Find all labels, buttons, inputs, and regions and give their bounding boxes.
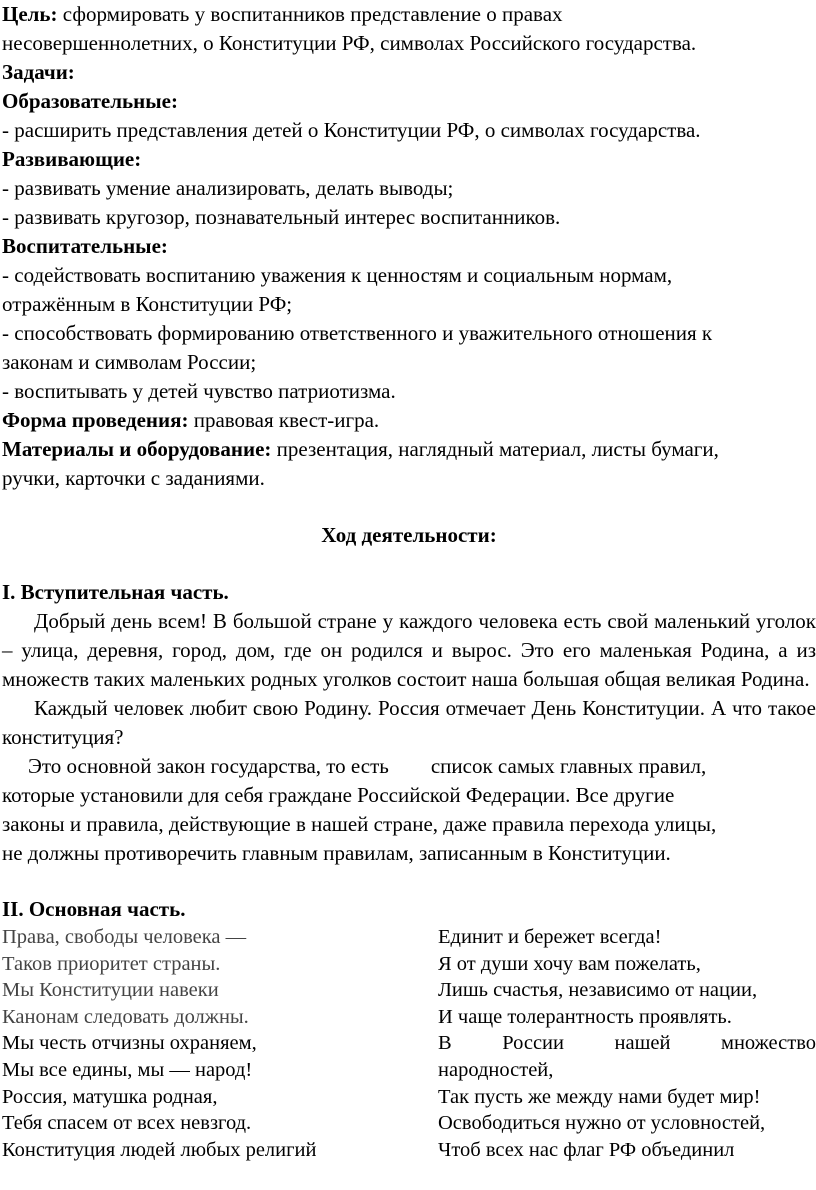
developing-item-2: - развивать кругозор, познавательный интерес воспитанников. (2, 205, 561, 229)
poem-left-line: Конституция людей любых религий (2, 1138, 317, 1161)
poem-right-line: Единит и бережет всегда! (438, 926, 662, 948)
materials-text-1: презентация, наглядный материал, листы бумаги, (271, 437, 719, 461)
goal-label: Цель: (2, 2, 58, 26)
part2-heading: II. Основная часть. (2, 897, 186, 921)
poem-right-column (438, 924, 816, 1163)
educational-heading: Образовательные: (2, 89, 178, 113)
poem-left-line: Россия, матушка родная, (2, 1085, 218, 1108)
part1-para3-line-4: не должны противоречить главным правилам, записанным в Конституции. (2, 841, 671, 865)
form-label: Форма проведения: (2, 408, 189, 432)
poem-left-line: Мы честь отчизны охраняем, (2, 1032, 257, 1055)
poem-right-line: народностей, (438, 1058, 554, 1081)
upbringing-heading: Воспитательные: (2, 234, 168, 258)
upbringing-item-4: законам и символам России; (2, 350, 257, 374)
upbringing-item-2: отражённым в Конституции РФ; (2, 292, 293, 316)
poem-right-line: И чаще толерантность проявлять. (438, 1005, 732, 1028)
materials-label: Материалы и оборудование: (2, 437, 272, 461)
course-heading: Ход деятельности: (321, 523, 497, 547)
educational-item-1: - расширить представления детей о Конституции РФ, о символах государства. (2, 118, 701, 142)
poem-left-line: Мы все едины, мы — народ! (2, 1058, 253, 1081)
materials-text-2: ручки, карточки с заданиями. (2, 466, 265, 490)
developing-heading: Развивающие: (2, 147, 142, 171)
form-line (2, 406, 816, 435)
spacer (2, 868, 816, 895)
poem-right-line: Лишь счастья, независимо от нации, (438, 979, 758, 1002)
poem-left-line: Таков приоритет страны. (2, 952, 221, 975)
poem-left-line: Канонам следовать должны. (2, 1005, 249, 1028)
poem-right-line: Так пусть же между нами будет мир! (438, 1085, 761, 1108)
poem-left-line: Мы Конституции навеки (2, 979, 219, 1002)
spacer (2, 550, 816, 578)
part1-para3-line-2: которые установили для себя граждане Российской Федерации. Все другие (2, 783, 675, 807)
poem-left-line: Права, свободы человека — (2, 926, 247, 948)
spacer (2, 493, 816, 521)
goal-line-1 (2, 0, 816, 29)
part1-para3-line-1: Это основной закон государства, то есть список самых главных правил, (28, 754, 707, 778)
goal-text-1: сформировать у воспитанников представление о правах (57, 2, 563, 26)
part1-paragraph-1: Добрый день всем! В большой стране у каждого человека есть свой маленький уголок – улица, деревня, город, дом, где он родился и вырос. Это его маленькая Родина, а из множеств таких маленьких родных уголков состоит наша большая общая великая Родина. (2, 609, 816, 691)
poem-right-line: Освободиться нужно от условностей, (438, 1112, 766, 1135)
part1-heading: I. Вступительная часть. (2, 580, 229, 604)
poem-right-line: Я от души хочу вам пожелать, (438, 952, 701, 975)
materials-line-1 (2, 435, 816, 464)
poem-left-line: Тебя спасем от всех невзгод. (2, 1112, 252, 1135)
part1-paragraph-2: Каждый человек любит свою Родину. Россия отмечает День Конституции. А что такое конституция? (2, 696, 816, 749)
poem-right-line: В России нашей множество (438, 1032, 816, 1055)
poem-right-line: Чтоб всех нас флаг РФ объединил (438, 1138, 735, 1161)
upbringing-item-3: - способствовать формированию ответственного и уважительного отношения к (2, 321, 713, 345)
form-text: правовая квест-игра. (188, 408, 380, 432)
goal-text-2: несовершеннолетних, о Конституции РФ, символах Российского государства. (2, 31, 697, 55)
part1-para3-line-3: законы и правила, действующие в нашей стране, даже правила перехода улицы, (2, 812, 717, 836)
poem-left-column (2, 924, 438, 1163)
tasks-heading: Задачи: (2, 60, 75, 84)
upbringing-item-5: - воспитывать у детей чувство патриотизма. (2, 379, 396, 403)
poem (2, 924, 816, 1163)
upbringing-item-1: - содействовать воспитанию уважения к ценностям и социальным нормам, (2, 263, 673, 287)
developing-item-1: - развивать умение анализировать, делать выводы; (2, 176, 454, 200)
